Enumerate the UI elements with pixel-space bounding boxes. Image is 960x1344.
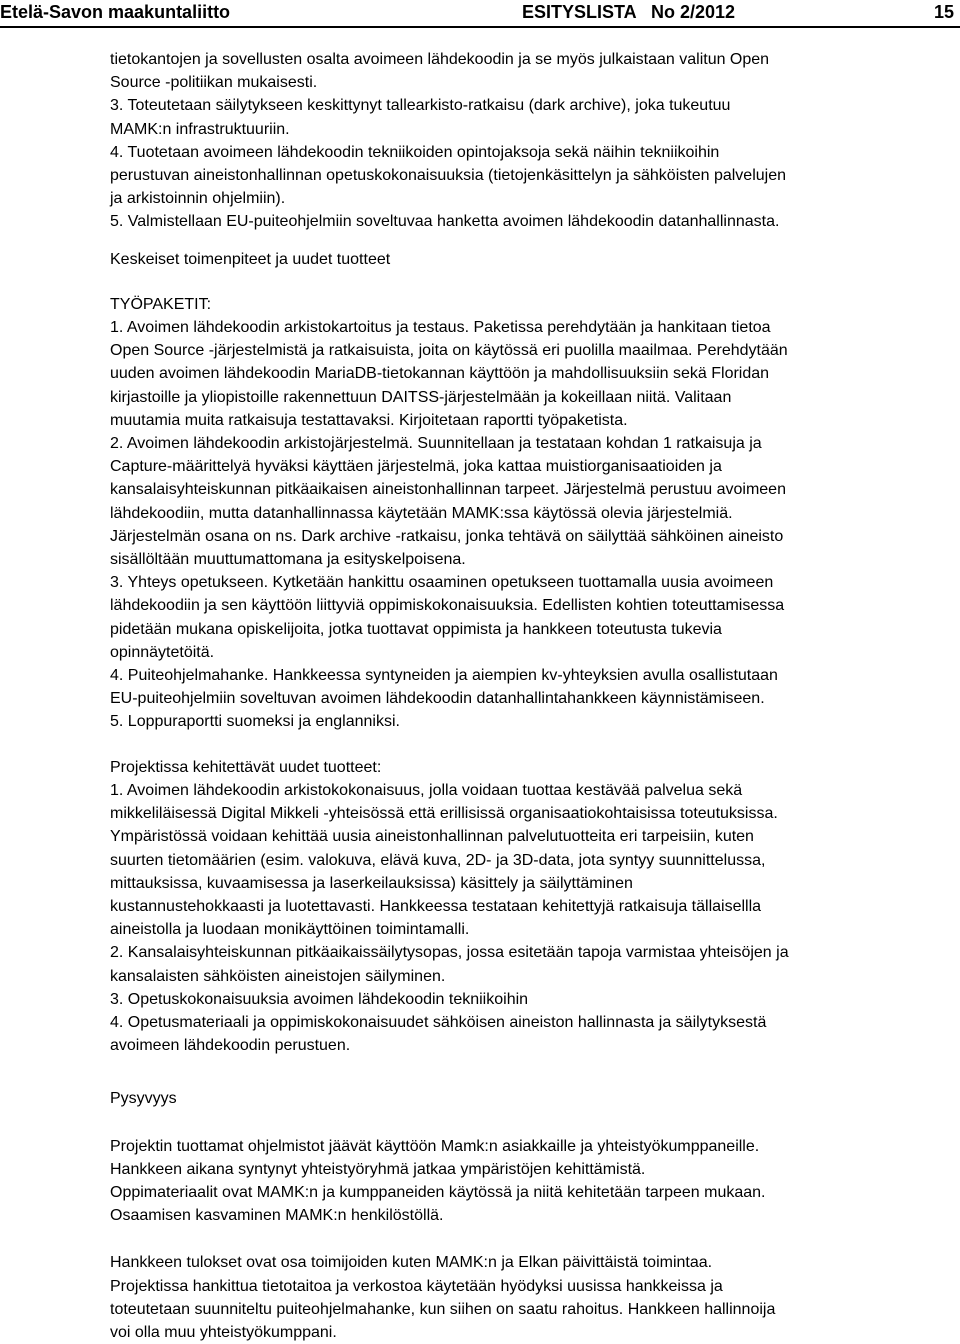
work-package-5: 5. Loppuraportti suomeksi ja englanniksi. (110, 713, 400, 731)
new-product-2: 2. Kansalaisyhteiskunnan pitkäaikaissäilytysopas, jossa esitetään tapoja varmistaa yhteisöjen ja kansalaisten sähköisten aineistojen säilyminen. (110, 944, 789, 985)
continuity-paragraph-2: Hankkeen tulokset ovat osa toimijoiden kuten MAMK:n ja Elkan päivittäistä toimintaa. Projektissa hankittua tietotaitoa ja verkostoa käytetään hyödyksi uusissa hankkeissa ja toteutetaan suunniteltu puiteohjelmahanke, kun siihen on saatu rahoitus. Hankkeen hallinnoija voi olla muu yhteistyökumppani. (110, 1254, 776, 1341)
page-number: 15 (933, 2, 954, 22)
intro-item-3: 3. Toteutetaan säilytykseen keskittynyt tallearkisto-ratkaisu (dark archive), joka tukeutuu MAMK:n infrastruktuuriin. (110, 97, 731, 138)
intro-item-5: 5. Valmistellaan EU-puiteohjelmiin soveltuvaa hanketta avoimen lähdekoodin datanhallinnasta. (110, 213, 780, 231)
document-title: ESITYSLISTA No 2/2012 (522, 2, 736, 22)
work-package-3: 3. Yhteys opetukseen. Kytketään hankittu osaaminen opetukseen tuottamalla uusia avoimeen lähdekoodiin ja sen käyttöön liittyviä oppimiskokonaisuuksia. Edellisten kohtien toteuttamisessa pidetään mukana opiskelijoita, jotka tuottavat oppimista ja hankkeen toteutusta tukevia opinnäytetöitä. (110, 574, 785, 661)
work-packages-heading: TYÖPAKETIT: (110, 295, 212, 313)
new-product-4: 4. Opetusmateriaali ja oppimiskokonaisuudet sähköisen aineiston hallinnasta ja säilytyksestä avoimeen lähdekoodin perustuen. (110, 1013, 767, 1055)
continuity-heading: Pysyvyys (110, 1090, 177, 1108)
continuity-paragraph-1: Projektin tuottamat ohjelmistot jäävät käyttöön Mamk:n asiakkaille ja yhteistyökumppaneille. Hankkeen aikana syntynyt yhteistyöryhmä jatkaa ympäristöjen kehittämistä. Oppimateriaalit ovat MAMK:n ja kumppaneiden käytössä ja niitä kehitetään tarpeen mukaan. Osaamisen kasvaminen MAMK:n henkilöstöllä. (110, 1137, 766, 1225)
page-header (0, 0, 960, 26)
header-rule (0, 26, 960, 28)
new-products-heading: Projektissa kehitettävät uudet tuotteet: (110, 758, 382, 776)
page-body (110, 48, 958, 1344)
section-heading: Keskeiset toimenpiteet ja uudet tuotteet (110, 250, 391, 268)
work-package-4: 4. Puiteohjelmahanke. Hankkeessa syntyneiden ja aiempien kv-yhteyksien avulla osallistutaan EU-puiteohjelmiin soveltuvan avoimen lähdekoodin datanhallintahankkeen käynnistämiseen. (110, 667, 778, 708)
intro-paragraph-continuation: tietokantojen ja sovellusten osalta avoimeen lähdekoodin ja se myös julkaistaan valitun Open Source -politiikan mukaisesti. (110, 51, 770, 92)
work-package-2: 2. Avoimen lähdekoodin arkistojärjestelmä. Suunnitellaan ja testataan kohdan 1 ratkaisuja ja Capture-määrittelyä hyväksi käyttäen järjestelmä, joka kattaa muistiorganisaatioiden ja kansalaisyhteiskunnan pitkäaikaisen aineistonhallinnan tarpeet. Järjestelmä perustuu avoimeen lähdekoodiin, mutta datanhallinnassa käytetään MAMK:ssa käytössä olevia järjestelmiä. Järjestelmän osana on ns. Dark archive -ratkaisu, jonka tehtävä on säilyttää sähköinen aineisto sisällöltään muuttumattomana ja esityskelpoisena. (110, 435, 786, 569)
new-product-1: 1. Avoimen lähdekoodin arkistokokonaisuus, jolla voidaan tuottaa kestävää palvelua sekä mikkeliläisessä Digital Mikkeli -yhteisössä että erillisissä organisaatiokohtaisissa toteutuksissa. Ympäristössä voidaan kehittää uusia aineistonhallinnan palvelutuotteita eri tarpeisiin, kuten suurten tietomäärien (esim. valokuva, elävä kuva, 2D- ja 3D-data, jota syntyy suunnittelussa, mittauksissa, kuvaamisessa ja laserkeilauksissa) käsittely ja säilyttäminen kustannustehokkaasti ja luotettavasti. Hankkeessa testataan kehitettyjä ratkaisuja tällaisellla aineistolla ja luodaan monikäyttöinen toimintamalli. (110, 781, 778, 939)
new-product-3: 3. Opetuskokonaisuuksia avoimen lähdekoodin tekniikoihin (110, 990, 529, 1008)
organization-name: Etelä-Savon maakuntaliitto (0, 2, 231, 22)
work-package-1: 1. Avoimen lähdekoodin arkistokartoitus ja testaus. Paketissa perehdytään ja hankitaan tietoa Open Source -järjestelmistä ja ratkaisuista, joita on käytössä eri puolilla maailmaa. Perehdytään uuden avoimen lähdekoodin MariaDB-tietokannan käyttöön ja mahdollisuuksiin sekä Floridan kirjastoille ja yliopistoille rakennettuun DAITSS-järjestelmään ja kokeillaan niitä. Valitaan muutamia muita ratkaisuja testattavaksi. Kirjoitetaan raportti työpaketista. (110, 319, 788, 429)
intro-item-4: 4. Tuotetaan avoimeen lähdekoodin tekniikoiden opintojaksoja sekä näihin tekniikoihin perustuvan aineistonhallinnan opetuskokonaisuuksia (tietojenkäsittelyn ja sähköisten palvelujen ja arkistoinnin ohjelmiin). (110, 143, 786, 208)
